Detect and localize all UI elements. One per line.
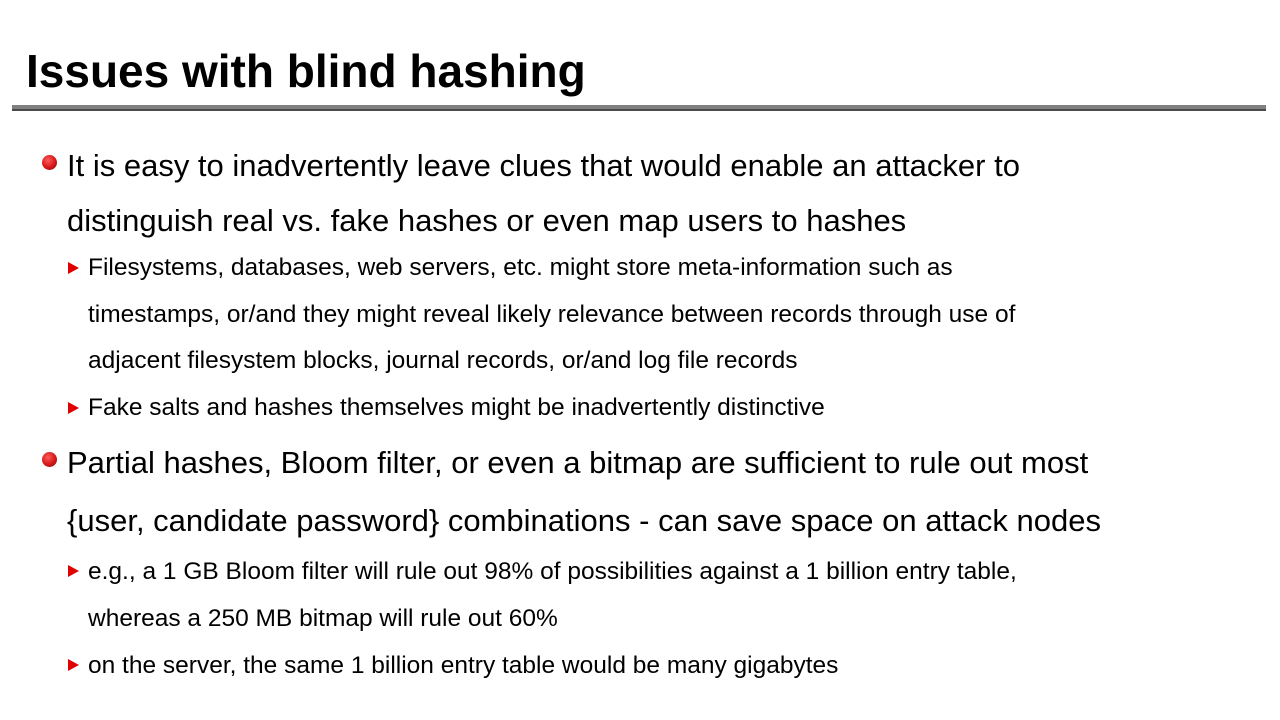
red-triangle-arrow-icon: [68, 659, 79, 671]
sub-bullet-2-2-text: [88, 643, 1268, 690]
red-triangle-arrow-icon: [68, 565, 79, 577]
sub-bullet-1-1-line-2: timestamps, or/and they might reveal likely relevance between records through use of: [88, 300, 1016, 328]
title-divider: [12, 105, 1266, 111]
bullet-2-line-1: Partial hashes, Bloom filter, or even a bitmap are sufficient to rule out most: [67, 445, 1089, 480]
sub-bullet-2-1-text: [88, 549, 1268, 642]
red-triangle-arrow-icon: [68, 402, 79, 414]
red-dot-bullet-icon: [42, 155, 57, 170]
red-triangle-arrow-icon: [68, 262, 79, 274]
sub-bullet-2-1-line-1: e.g., a 1 GB Bloom filter will rule out 98% of possibilities against a 1 billion entry table,: [88, 558, 1017, 585]
bullet-1-line-2: distinguish real vs. fake hashes or even map users to hashes: [67, 203, 907, 238]
sub-bullet-1-1-text: [88, 245, 1268, 385]
bullet-1-line-1: It is easy to inadvertently leave clues that would enable an attacker to: [67, 148, 1020, 183]
sub-bullet-1-1-line-1: Filesystems, databases, web servers, etc. might store meta-information such as: [88, 254, 953, 281]
sub-bullet-1-2-text: [88, 385, 1268, 432]
bullet-2-text: [67, 434, 1267, 550]
sub-bullet-1-2-line-1: Fake salts and hashes themselves might be inadvertently distinctive: [88, 394, 825, 421]
red-dot-bullet-icon: [42, 452, 57, 467]
sub-bullet-2-1-line-2: whereas a 250 MB bitmap will rule out 60%: [88, 604, 558, 632]
sub-bullet-1-1-line-3: adjacent filesystem blocks, journal records, or/and log file records: [88, 347, 798, 374]
slide-title: Issues with blind hashing: [26, 45, 586, 97]
bullet-1-text: [67, 138, 1267, 248]
sub-bullet-2-2-line-1: on the server, the same 1 billion entry table would be many gigabytes: [88, 652, 839, 679]
bullet-2-line-2: {user, candidate password} combinations - can save space on attack nodes: [67, 503, 1101, 538]
